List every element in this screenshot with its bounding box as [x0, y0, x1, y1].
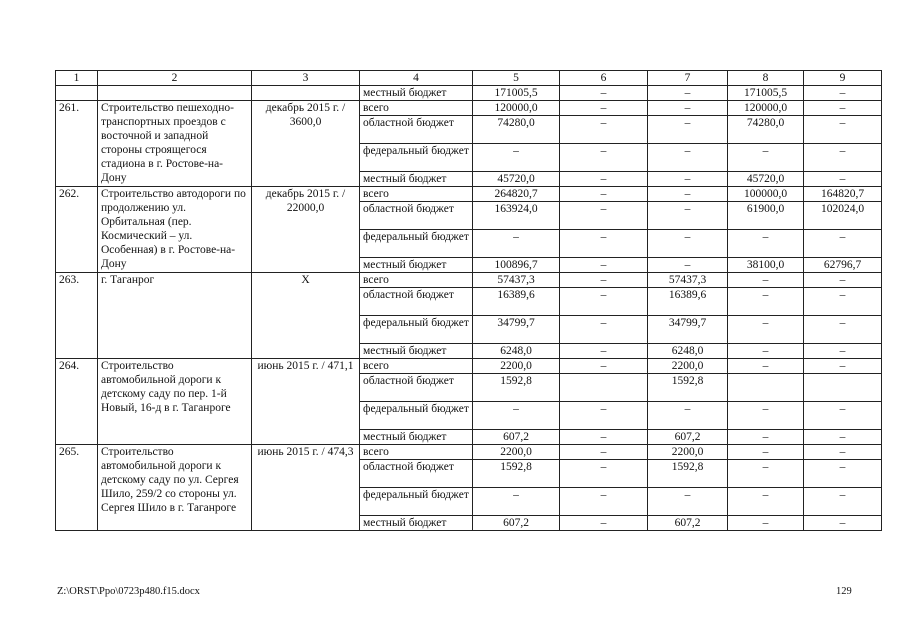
value-cell: – — [728, 445, 804, 460]
value-cell: – — [804, 144, 882, 172]
budget-type: всего — [360, 359, 473, 374]
value-cell: – — [728, 402, 804, 430]
header-cell: 9 — [804, 71, 882, 86]
value-cell: – — [728, 288, 804, 316]
value-cell: 607,2 — [473, 516, 560, 531]
value-cell: – — [560, 430, 648, 445]
value-cell: 2200,0 — [473, 359, 560, 374]
value-cell: – — [560, 445, 648, 460]
value-cell — [560, 374, 648, 402]
value-cell: – — [560, 172, 648, 187]
value-cell: – — [728, 516, 804, 531]
header-cell: 3 — [252, 71, 360, 86]
value-cell: 6248,0 — [648, 344, 728, 359]
value-cell: – — [560, 144, 648, 172]
value-cell: – — [804, 344, 882, 359]
budget-type: местный бюджет — [360, 516, 473, 531]
value-cell: – — [804, 359, 882, 374]
object-name: Строительство автомобильной дороги к детскому саду по ул. Сергея Шило, 259/2 со стороны ул. Сергея Шило в г. Таганроге — [98, 445, 252, 531]
value-cell: – — [728, 316, 804, 344]
budget-type: всего — [360, 273, 473, 288]
budget-type: областной бюджет — [360, 288, 473, 316]
value-cell — [728, 374, 804, 402]
budget-table — [55, 70, 882, 531]
value-cell: 57437,3 — [648, 273, 728, 288]
value-cell: 45720,0 — [473, 172, 560, 187]
value-cell: 1592,8 — [473, 374, 560, 402]
value-cell: 2200,0 — [648, 359, 728, 374]
budget-type: федеральный бюджет — [360, 488, 473, 516]
value-cell: – — [804, 430, 882, 445]
budget-type: областной бюджет — [360, 460, 473, 488]
budget-type: областной бюджет — [360, 116, 473, 144]
value-cell: 607,2 — [648, 430, 728, 445]
table-row — [56, 187, 882, 202]
value-cell: – — [728, 359, 804, 374]
value-cell: 2200,0 — [473, 445, 560, 460]
deadline-cost: декабрь 2015 г. / 22000,0 — [252, 187, 360, 273]
cell-empty — [98, 86, 252, 101]
value-cell: 45720,0 — [728, 172, 804, 187]
value-cell: – — [560, 273, 648, 288]
table-row — [56, 273, 882, 288]
cell-empty — [252, 86, 360, 101]
file-path: Z:\ORST\Ppo\0723p480.f15.docx — [57, 586, 200, 597]
value-cell: – — [560, 402, 648, 430]
value-cell: – — [728, 273, 804, 288]
value-cell: – — [473, 488, 560, 516]
header-cell: 7 — [648, 71, 728, 86]
budget-type: местный бюджет — [360, 344, 473, 359]
row-number: 261. — [56, 101, 98, 187]
value-cell: – — [804, 116, 882, 144]
budget-type: всего — [360, 187, 473, 202]
value-cell: – — [648, 402, 728, 430]
header-cell: 2 — [98, 71, 252, 86]
value-cell: – — [804, 101, 882, 116]
value-cell: 34799,7 — [473, 316, 560, 344]
value-cell: – — [804, 488, 882, 516]
value-cell: – — [648, 101, 728, 116]
value-cell: 607,2 — [648, 516, 728, 531]
cell-empty — [56, 86, 98, 101]
value-cell: 102024,0 — [804, 202, 882, 230]
value-cell: 264820,7 — [473, 187, 560, 202]
value-cell: 74280,0 — [473, 116, 560, 144]
value-cell: 120000,0 — [473, 101, 560, 116]
value-cell: – — [648, 202, 728, 230]
header-cell: 6 — [560, 71, 648, 86]
value-cell: – — [804, 86, 882, 101]
budget-type: местный бюджет — [360, 258, 473, 273]
value-cell: – — [560, 86, 648, 101]
budget-type: федеральный бюджет — [360, 144, 473, 172]
value-cell — [804, 374, 882, 402]
value-cell: – — [728, 230, 804, 258]
budget-type: федеральный бюджет — [360, 230, 473, 258]
value-cell: 2200,0 — [648, 445, 728, 460]
row-number: 263. — [56, 273, 98, 359]
value-cell: – — [804, 402, 882, 430]
value-cell: – — [648, 116, 728, 144]
value-cell: 38100,0 — [728, 258, 804, 273]
value-cell: – — [648, 144, 728, 172]
value-cell: – — [560, 460, 648, 488]
value-cell: – — [728, 430, 804, 445]
value-cell: 100000,0 — [728, 187, 804, 202]
value-cell: – — [728, 460, 804, 488]
row-number: 262. — [56, 187, 98, 273]
value-cell: – — [560, 344, 648, 359]
value-cell: 62796,7 — [804, 258, 882, 273]
deadline-cost: июнь 2015 г. / 471,1 — [252, 359, 360, 445]
value-cell: 171005,5 — [728, 86, 804, 101]
table-row — [56, 86, 882, 101]
value-cell: – — [473, 144, 560, 172]
budget-type: областной бюджет — [360, 374, 473, 402]
budget-type: федеральный бюджет — [360, 402, 473, 430]
header-row — [56, 71, 882, 86]
value-cell: 171005,5 — [473, 86, 560, 101]
value-cell: – — [804, 445, 882, 460]
value-cell: – — [804, 273, 882, 288]
budget-type: федеральный бюджет — [360, 316, 473, 344]
value-cell: 164820,7 — [804, 187, 882, 202]
value-cell: – — [648, 86, 728, 101]
table-row — [56, 445, 882, 460]
value-cell: – — [560, 230, 648, 258]
value-cell: – — [560, 116, 648, 144]
value-cell: – — [728, 488, 804, 516]
value-cell: – — [804, 516, 882, 531]
value-cell: – — [728, 144, 804, 172]
value-cell: 163924,0 — [473, 202, 560, 230]
value-cell: – — [560, 516, 648, 531]
value-cell: – — [560, 359, 648, 374]
value-cell: – — [648, 258, 728, 273]
budget-type: местный бюджет — [360, 430, 473, 445]
value-cell: – — [804, 288, 882, 316]
header-cell: 8 — [728, 71, 804, 86]
value-cell: – — [473, 230, 560, 258]
row-number: 264. — [56, 359, 98, 445]
value-cell: – — [560, 288, 648, 316]
page-number: 129 — [836, 586, 852, 597]
deadline-cost: июнь 2015 г. / 474,3 — [252, 445, 360, 531]
table-row — [56, 359, 882, 374]
value-cell: 61900,0 — [728, 202, 804, 230]
deadline-cost: X — [252, 273, 360, 359]
value-cell: – — [728, 344, 804, 359]
value-cell: – — [804, 460, 882, 488]
value-cell: 34799,7 — [648, 316, 728, 344]
value-cell: 16389,6 — [473, 288, 560, 316]
value-cell: 1592,8 — [473, 460, 560, 488]
value-cell: – — [804, 230, 882, 258]
table-row — [56, 101, 882, 116]
value-cell: – — [648, 172, 728, 187]
budget-type: местный бюджет — [360, 172, 473, 187]
value-cell: – — [560, 316, 648, 344]
value-cell: – — [560, 488, 648, 516]
budget-type: всего — [360, 445, 473, 460]
value-cell: – — [560, 101, 648, 116]
value-cell: – — [560, 258, 648, 273]
object-name: г. Таганрог — [98, 273, 252, 359]
value-cell: 57437,3 — [473, 273, 560, 288]
budget-type: всего — [360, 101, 473, 116]
object-name: Строительство автомобильной дороги к детскому саду по пер. 1-й Новый, 16-д в г. Таганроге — [98, 359, 252, 445]
value-cell: 6248,0 — [473, 344, 560, 359]
value-cell: – — [648, 488, 728, 516]
value-cell: – — [560, 187, 648, 202]
header-cell: 5 — [473, 71, 560, 86]
budget-type: областной бюджет — [360, 202, 473, 230]
value-cell: – — [560, 202, 648, 230]
budget-type: местный бюджет — [360, 86, 473, 101]
header-cell: 1 — [56, 71, 98, 86]
value-cell: – — [648, 230, 728, 258]
value-cell: 607,2 — [473, 430, 560, 445]
header-cell: 4 — [360, 71, 473, 86]
value-cell: – — [473, 402, 560, 430]
value-cell: – — [648, 187, 728, 202]
value-cell: 1592,8 — [648, 460, 728, 488]
deadline-cost: декабрь 2015 г. / 3600,0 — [252, 101, 360, 187]
value-cell: – — [804, 172, 882, 187]
value-cell: 1592,8 — [648, 374, 728, 402]
object-name: Строительство автодороги по продолжению ул. Орбитальная (пер. Космический – ул. Особенная) в г. Ростове-на-Дону — [98, 187, 252, 273]
row-number: 265. — [56, 445, 98, 531]
value-cell: – — [804, 316, 882, 344]
value-cell: 120000,0 — [728, 101, 804, 116]
value-cell: 74280,0 — [728, 116, 804, 144]
object-name: Строительство пешеходно-транспортных проездов с восточной и западной стороны строящегося стадиона в г. Ростове-на-Дону — [98, 101, 252, 187]
value-cell: 16389,6 — [648, 288, 728, 316]
value-cell: 100896,7 — [473, 258, 560, 273]
